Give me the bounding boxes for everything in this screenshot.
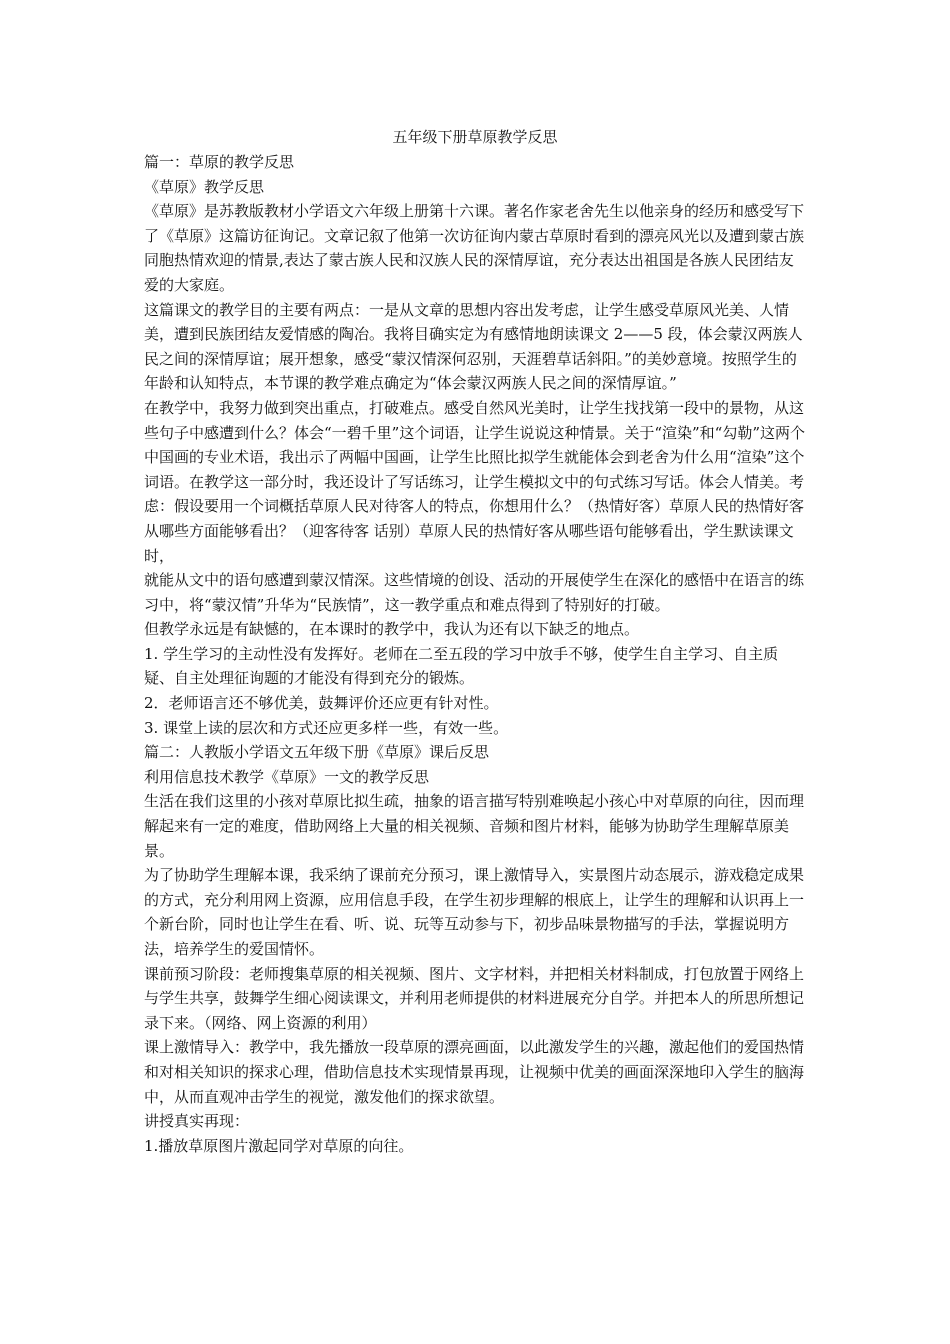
paragraph: 这篇课文的教学目的主要有两点：一是从文章的思想内容出发考虑，让学生感受草原风光美、人情美，遭到民族团结友爱情感的陶冶。我将目确实定为有感情地朗读课文 2——5 段，体会蒙汉两族人民之间的深情厚谊；展开想象，感受“蒙汉情深何忍别，天涯碧草话斜阳。”的美妙意境。按照学生的年龄和认知特点，本节课的教学难点确定为“体会蒙汉两族人民之间的深情厚谊。” [144, 300, 803, 393]
paragraph: 课上激情导入：教学中，我先播放一段草原的漂亮画面，以此激发学生的兴趣，激起他们的爱国热情和对相关知识的探求心理，借助信息技术实现情景再现，让视频中优美的画面深深地印入学生的脑海中，从而直观冲击学生的视觉，激发他们的探求欲望。 [144, 1038, 805, 1106]
document-title: 五年级下册草原教学反思 [392, 128, 558, 146]
paragraph: 就能从文中的语句感遭到蒙汉情深。这些情境的创设、活动的开展使学生在深化的感悟中在语言的练习中，将“蒙汉情”升华为“民族情”，这一教学重点和难点得到了特别好的打破。 [144, 571, 805, 614]
paragraph: 但教学永远是有缺憾的，在本课时的教学中，我认为还有以下缺乏的地点。 [144, 620, 640, 639]
paragraph: 为了协助学生理解本课，我采纳了课前充分预习，课上激情导入，实景图片动态展示，游戏稳定成果的方式，充分利用网上资源，应用信息手段，在学生初步理解的根底上，让学生的理解和认识再上一个新台阶，同时也让学生在看、听、说、玩等互动参与下，初步品味景物描写的手法，掌握说明方法，培养学生的爱国情怀。 [144, 866, 805, 958]
subheading-1: 《草原》教学反思 [144, 177, 265, 196]
paragraph: 在教学中，我努力做到突出重点，打破难点。感受自然风光美时，让学生找找第一段中的景物，从这些句子中感遭到什么？体会“一碧千里”这个词语，让学生说说这种情景。关于“渲染”和“勾勒”这两个中国画的专业术语，我出示了两幅中国画，让学生比照比拟学生就能体会到老舍为什么用“渲染”这个词语。在教学这一部分时，我还设计了写话练习，让学生模拟文中的句式练习写话。体会人情美。考虑：假设要用一个词概括草原人民对待客人的特点，你想用什么？（热情好客）草原人民的热情好客从哪些方面能够看出？（迎客待客 话别）草原人民的热情好客从哪些语句能够看出，学生默读课文时， [144, 398, 806, 565]
list-item: 1.播放草原图片激起同学对草原的向往。 [144, 1136, 414, 1155]
document-body [144, 150, 808, 1158]
list-item: 2．老师语言还不够优美，鼓舞评价还应更有针对性。 [144, 694, 499, 713]
list-item: 1. 学生学习的主动性没有发挥好。老师在二至五段的学习中放手不够，使学生自主学习、自主质疑、自主处理征询题的才能没有得到充分的锻炼。 [144, 644, 779, 688]
paragraph: 《草原》是苏教版教材小学语文六年级上册第十六课。著名作家老舍先生以他亲身的经历和感受写下了《草原》这篇访征询记。文章记叙了他第一次访征询内蒙古草原时看到的漂亮风光以及遭到蒙古族同胞热情欢迎的情景,表达了蒙古族人民和汉族人民的深情厚谊，充分表达出祖国是各族人民团结友爱的大家庭。 [144, 202, 805, 294]
list-item: 3. 课堂上读的层次和方式还应更多样一些，有效一些。 [144, 718, 509, 737]
section-heading-1: 篇一：草原的教学反思 [144, 153, 295, 171]
paragraph: 课前预习阶段：老师搜集草原的相关视频、图片、文字材料，并把相关材料制成，打包放置于网络上与学生共享，鼓舞学生细心阅读课文，并利用老师提供的材料进展充分自学。并把本人的所思所想记录下来。（网络、网上资源的利用） [144, 964, 805, 1032]
subheading-2: 利用信息技术教学《草原》一文的教学反思 [144, 767, 430, 786]
section-heading-2: 篇二：人教版小学语文五年级下册《草原》课后反思 [144, 743, 490, 762]
paragraph: 生活在我们这里的小孩对草原比拟生疏，抽象的语言描写特别难唤起小孩心中对草原的向往，因而理解起来有一定的难度，借助网络上大量的相关视频、音频和图片材料，能够为协助学生理解草原美景。 [144, 792, 805, 860]
paragraph: 讲授真实再现： [144, 1112, 250, 1131]
